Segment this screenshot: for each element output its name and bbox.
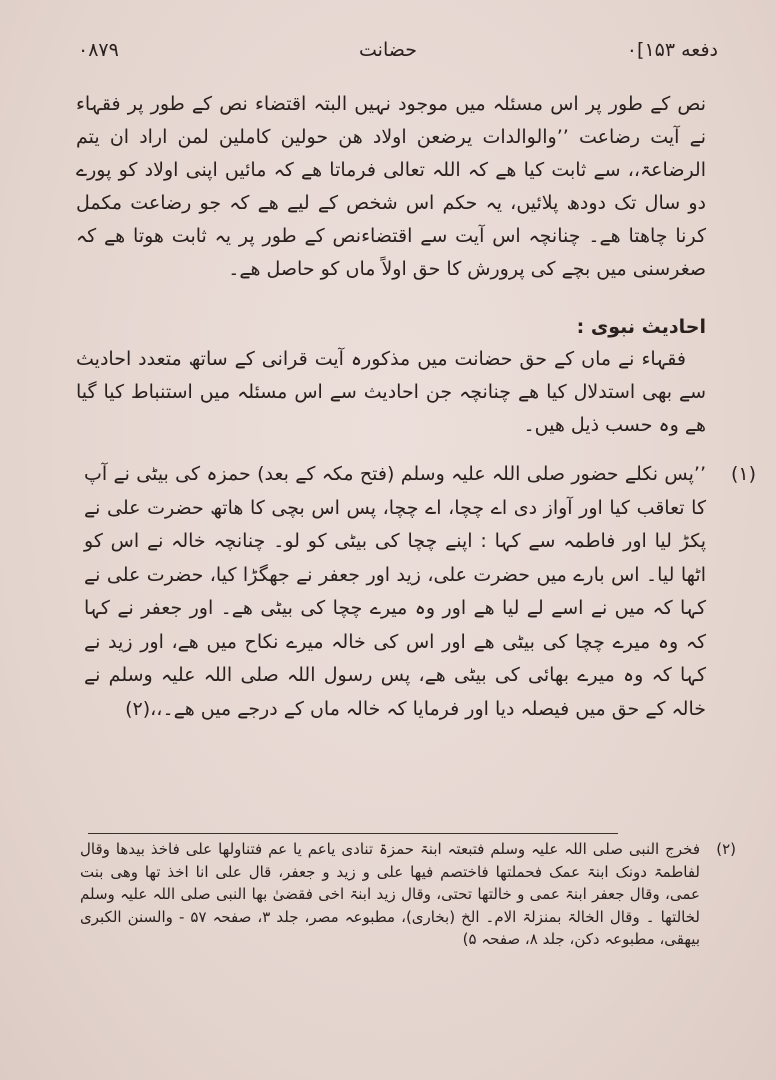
footnote-divider bbox=[88, 833, 618, 834]
item-text: ’’پس نکلے حضور صلی اللہ علیہ وسلم (فتح مکہ کے بعد) حمزہ کی بیٹی نے آپ کا تعاقب کیا اور آواز دی اے چچا، اے چچا، پس اس بچی کا ھاتھ حضرت علی نے پکڑ لیا اور فاطمہ سے کہا : اپنے چچا کی بیٹی کو لو۔ چنانچہ خالہ نے اس کو اٹھا لیا۔ اس بارے میں حضرت علی، زید اور جعفر نے جھگڑا کیا، حضرت علی نے کہا کہ میں نے اسے لے لیا ھے اور وہ میرے چچا کی بیٹی ھے۔ اور جعفر نے کہا کہ وہ میرے چچا کی بیٹی ھے اور اس کی خالہ میرے نکاح میں ھے، اور زید نے کہا کہ وہ میرے بھائی کی بیٹی ھے، پس رسول اللہ صلی اللہ علیہ وسلم نے خالہ کے حق میں فیصلہ دیا اور فرمایا کہ خالہ ماں کے درجے میں ھے۔،،(۲) bbox=[84, 463, 706, 720]
hadith-item-1 bbox=[84, 458, 756, 726]
footnote bbox=[80, 838, 736, 951]
section-heading: احادیث نبوی : bbox=[576, 316, 706, 338]
page-number: ۰۸۷۹ bbox=[78, 39, 119, 61]
page-title: حضانت bbox=[359, 39, 417, 61]
footnote-text: فخرج النبی صلی اللہ علیہ وسلم فتبعتہ ابنۃ حمزۃ تنادی یاعم یا عم فتناولھا علی فاخذ بیدھا وقال لفاطمۃ دونک ابنۃ عمک فحملتھا فاختصم فیھا علی و زید و جعفر، قال علی انا اخذ تھا وھی بنت عمی، وقال جعفر ابنۃ عمی و خالتھا تحتی، وقال زید ابنۃ اخی فقضیٰ بھا النبی صلی اللہ علیہ وسلم لخالتھا ۔ وقال الخالۃ بمنزلۃ الام۔ الخ (بخاری)، مطبوعہ مصر، جلد ۳، صفحہ ۵۷ - والسنن الکبری بیھقی، مطبوعہ دکن، جلد ۸، صفحہ ۵) bbox=[80, 840, 700, 948]
paragraph-2: فقہاء نے ماں کے حق حضانت میں مذکورہ آیت قرانی کے ساتھ متعدد احادیث سے بھی استدلال کیا ھے چنانچہ جن احادیث سے اس مسئلہ میں استنباط کیا گیا ھے وہ حسب ذیل ھیں۔ bbox=[76, 348, 706, 436]
footnote-number: (۲) bbox=[716, 840, 736, 858]
section-number: دفعه ۱۵۳]۰ bbox=[626, 39, 718, 61]
paragraph-1: نص کے طور پر اس مسئلہ میں موجود نہیں البتہ اقتضاء نص کے طور پر فقہاء نے آیت رضاعت ’’والوالدات یرضعن اولاد ھن حولین کاملین لمن اراد ان یتم الرضاعۃ،، سے ثابت کیا ھے کہ اللہ تعالی فرماتا ھے کہ مائیں اپنی اولاد کو پورے دو سال تک دودھ پلائیں، یہ حکم اس شخص کے لیے ھے کہ جو رضاعت مکمل کرنا چاھتا ھے۔ چنانچہ اس آیت سے اقتضاءنص کے طور پر یہ ثابت ھوتا ھے کہ صغرسنی میں بچے کی پرورش کا حق اولاً ماں کو حاصل ھے۔ bbox=[76, 93, 706, 280]
item-number: (۱) bbox=[730, 463, 756, 485]
